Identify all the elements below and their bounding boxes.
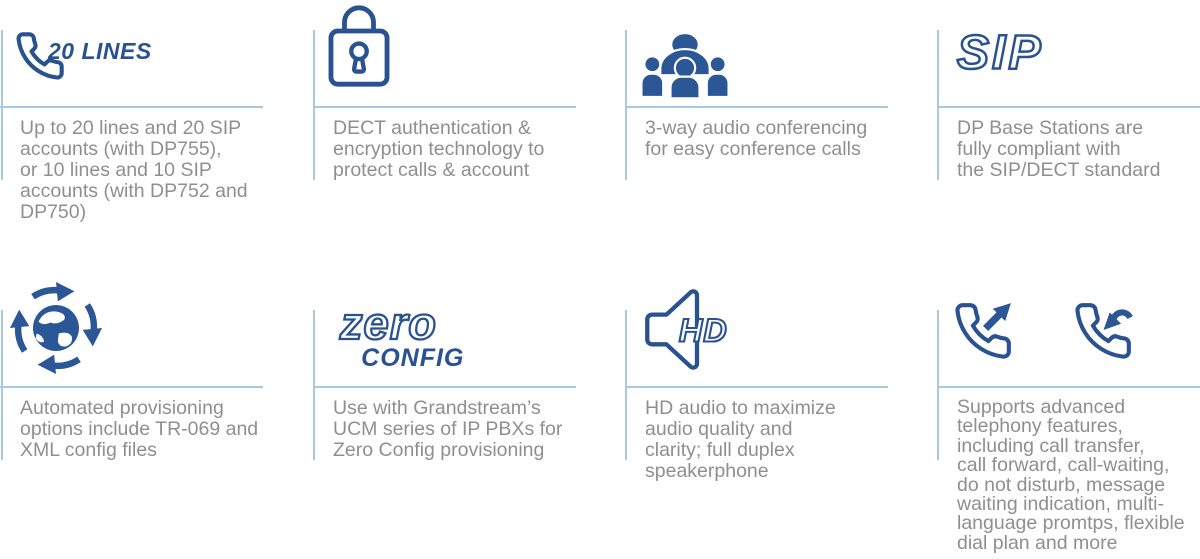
zero-logo-text: zero	[339, 300, 437, 349]
rule-horizontal	[0, 386, 263, 388]
feature-card-telephony	[937, 270, 1200, 559]
feature-card-provisioning	[0, 270, 312, 559]
rule-vertical	[625, 310, 627, 460]
feature-description: Automated provisioning options include TR-069 and XML config files	[20, 397, 259, 461]
conference-people-icon	[640, 30, 730, 100]
rule-vertical	[1, 30, 3, 180]
rule-horizontal	[937, 386, 1200, 388]
feature-description: Up to 20 lines and 20 SIP accounts (with DP755), or 10 lines and 10 SIP accounts (with DP752 and DP750)	[20, 117, 248, 223]
feature-description: HD audio to maximize audio quality and clarity; full duplex speakerphone	[645, 397, 836, 482]
feature-card-sip	[937, 0, 1200, 270]
lines-badge: 20 LINES	[48, 38, 152, 64]
feature-description: DECT authentication & encryption technology to protect calls & account	[333, 117, 545, 181]
rule-horizontal	[937, 106, 1200, 108]
feature-description: Supports advanced telephony features, including call transfer, call forward, call-waiting, do not disturb, message waiting indication, multi- language promtps, flexible dial plan and more	[957, 396, 1185, 554]
rule-vertical	[625, 30, 627, 180]
rule-horizontal	[0, 106, 263, 108]
call-forward-icon	[1072, 300, 1134, 362]
feature-description: DP Base Stations are fully compliant with the SIP/DECT standard	[957, 117, 1161, 181]
feature-card-conferencing	[625, 0, 937, 270]
rule-horizontal	[313, 386, 576, 388]
rule-vertical	[937, 310, 939, 460]
call-transfer-icon	[952, 300, 1014, 362]
feature-description: 3-way audio conferencing for easy conference calls	[645, 117, 868, 160]
rule-horizontal	[625, 386, 888, 388]
config-logo-text: CONFIG	[361, 343, 465, 372]
rule-vertical	[937, 30, 939, 180]
feature-description: Use with Grandstream’s UCM series of IP PBXs for Zero Config provisioning	[333, 397, 563, 461]
sip-logo-text: SIP	[956, 25, 1044, 80]
hd-speaker-icon	[643, 285, 751, 373]
lock-icon	[328, 2, 390, 89]
feature-card-hd-audio	[625, 270, 937, 559]
rule-horizontal	[625, 106, 888, 108]
sip-logo	[953, 22, 1071, 80]
rule-vertical	[313, 30, 315, 180]
feature-card-zero-config	[313, 270, 625, 559]
rule-vertical	[1, 310, 3, 460]
zero-config-logo	[338, 300, 473, 372]
feature-card-security	[313, 0, 625, 270]
rule-vertical	[313, 310, 315, 460]
rule-horizontal	[313, 106, 576, 108]
feature-card-lines	[0, 0, 312, 270]
hd-logo-text: HD	[678, 312, 728, 349]
globe-sync-icon	[10, 282, 102, 374]
